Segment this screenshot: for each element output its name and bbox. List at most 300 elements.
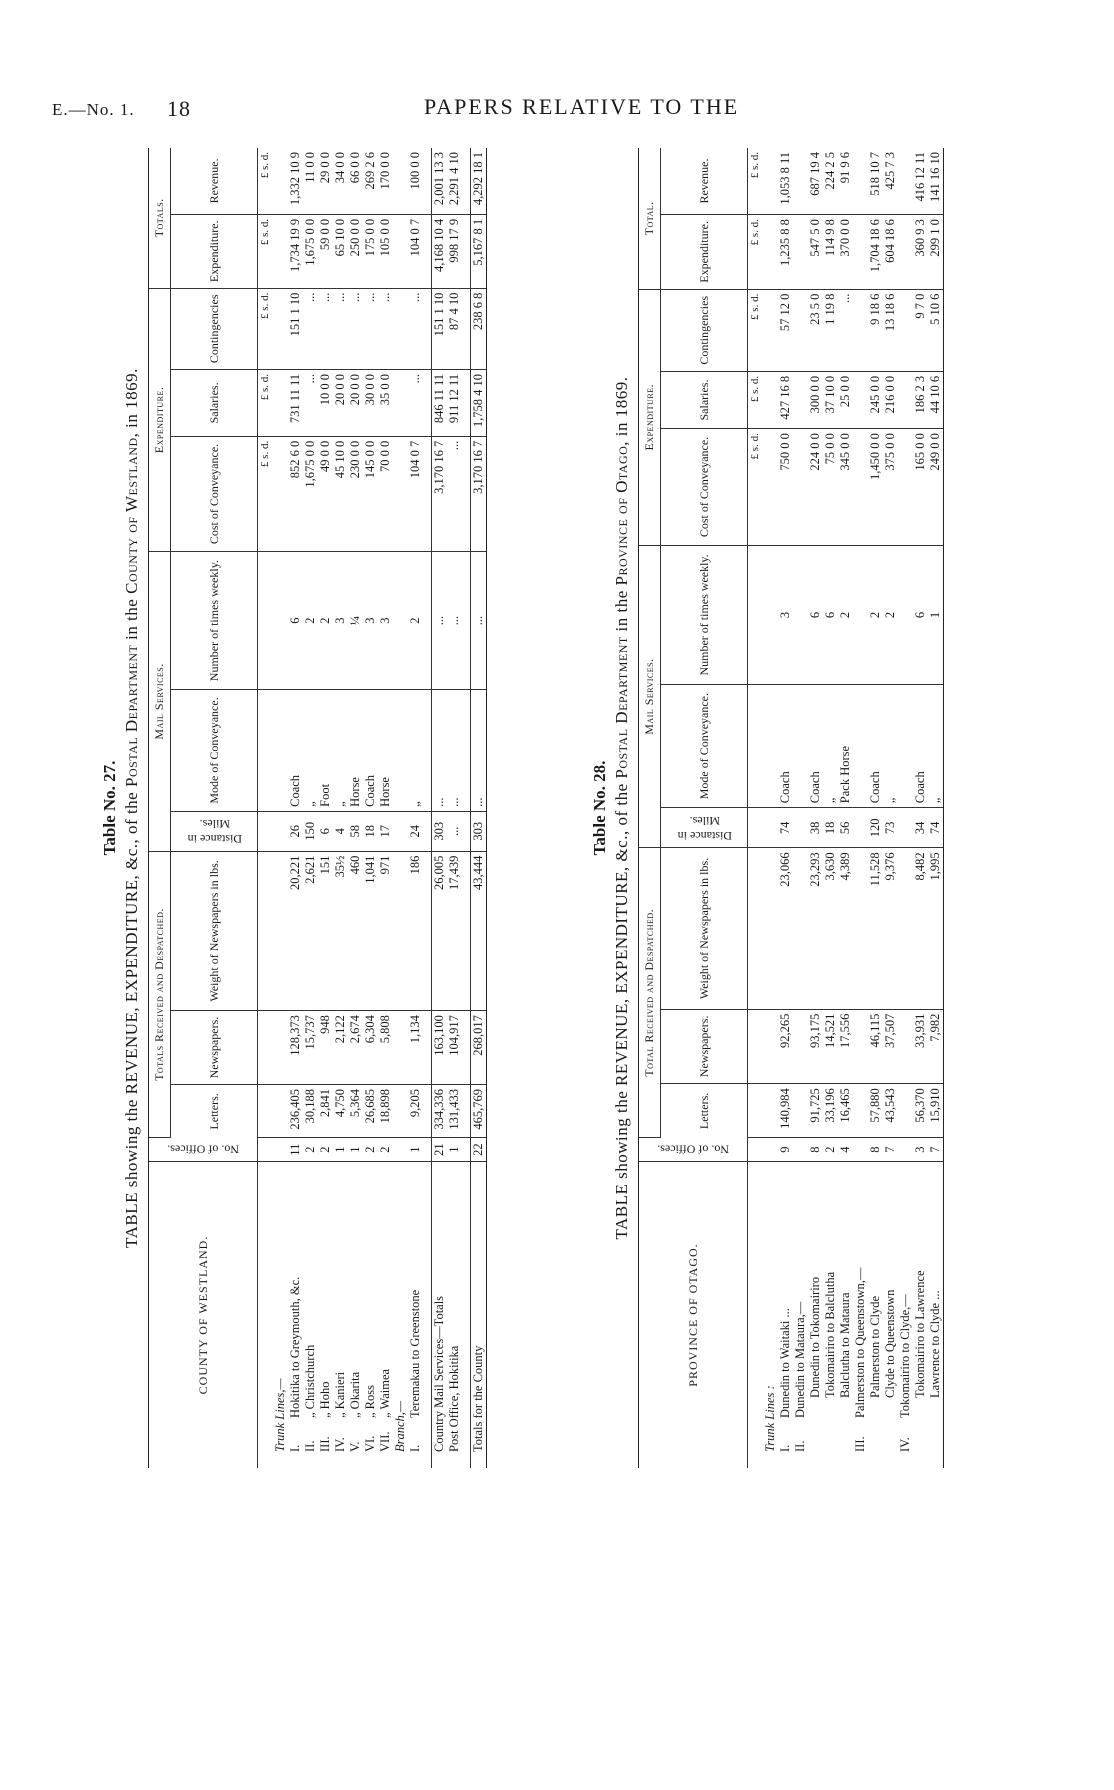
salaries-cell	[898, 371, 913, 428]
letters-cell: 15,910	[928, 1084, 944, 1138]
route-numeral: II.	[793, 1440, 807, 1452]
caption-text: TABLE showing the REVENUE, EXPENDITURE, &c., of the	[122, 791, 141, 1248]
letters-cell: 2,841	[318, 1084, 333, 1137]
revenue-cell	[793, 148, 808, 215]
unit-label: £ s. d.	[748, 289, 764, 371]
distance-cell: 74	[778, 808, 793, 848]
distance-cell: 120	[868, 808, 883, 848]
mode-cell	[853, 685, 868, 808]
letters-cell: 9,205	[408, 1084, 423, 1137]
revenue-cell: 141 16 10	[928, 148, 944, 215]
route-name: Tokomairiro to Lawrence	[913, 1270, 927, 1398]
route-name: „ Hoho	[318, 1381, 332, 1418]
route-numeral: IV.	[898, 1437, 912, 1452]
offices-cell: 7	[928, 1138, 944, 1162]
weight-header: Weight of Newspapers in lbs.	[171, 851, 258, 1011]
offices-cell: 2	[363, 1138, 378, 1162]
newspapers-cell: 104,917	[447, 1011, 462, 1085]
letters-cell	[898, 1084, 913, 1138]
route-numeral: I.	[408, 1444, 422, 1452]
table-row	[318, 148, 333, 1468]
row-label	[288, 1162, 303, 1469]
route-name: „ Ross	[363, 1385, 377, 1418]
mode-cell: ...	[471, 690, 487, 812]
weight-cell: 9,376	[883, 848, 898, 1009]
weight-cell: 3,630	[823, 848, 838, 1009]
table-28-block	[590, 148, 970, 1468]
letters-cell: 26,685	[363, 1084, 378, 1137]
letters-cell: 30,188	[303, 1084, 318, 1137]
row-label	[808, 1162, 823, 1469]
unit-label: £ s. d.	[748, 215, 764, 290]
salaries-cell: 731 11 11	[288, 370, 303, 437]
contingencies-cell: ...	[303, 288, 318, 369]
revenue-cell: 91 9 6	[838, 148, 853, 215]
row-label	[348, 1162, 363, 1469]
expenditure-cell: 114 9 8	[823, 215, 838, 290]
caption-region: County of Westland	[122, 437, 141, 594]
expenditure-cell: 105 0 0	[378, 214, 393, 288]
row-label	[838, 1162, 853, 1469]
distance-cell	[853, 808, 868, 848]
distance-cell: 303	[471, 811, 487, 851]
row-label	[447, 1162, 462, 1469]
offices-header: No. of Offices.	[639, 1138, 748, 1162]
newspapers-cell: 2,122	[333, 1011, 348, 1085]
row-label	[913, 1162, 928, 1469]
times-cell: 6	[823, 545, 838, 684]
route-name: „ Christchurch	[303, 1344, 317, 1418]
newspapers-cell: 1,134	[408, 1011, 423, 1085]
times-cell: 2	[883, 545, 898, 684]
offices-cell	[793, 1138, 808, 1162]
contingencies-cell: ...	[408, 288, 423, 369]
times-header: Number of times weekly.	[661, 545, 748, 684]
table-row	[898, 148, 913, 1468]
route-name: Dunedin to Tokomairiro	[808, 1276, 822, 1398]
route-numeral: I.	[778, 1444, 792, 1452]
distance-cell: 6	[318, 811, 333, 851]
mode-cell: Coach	[778, 685, 793, 808]
cost-cell	[853, 429, 868, 546]
weight-cell: 186	[408, 851, 423, 1011]
table-row	[303, 148, 318, 1468]
times-cell	[898, 545, 913, 684]
times-cell: 2	[868, 545, 883, 684]
contingencies-cell: 151 1 10	[288, 288, 303, 369]
totals-received-header: Totals Received and Despatched.	[149, 851, 171, 1138]
route-name: Lawrence to Clyde ...	[928, 1290, 942, 1398]
newspapers-cell: 2,674	[348, 1011, 363, 1085]
row-label	[408, 1162, 423, 1469]
route-name: „ Okarita	[348, 1371, 362, 1418]
times-cell: 3	[378, 552, 393, 690]
weight-cell: 971	[378, 851, 393, 1011]
row-label	[363, 1162, 378, 1469]
page-header	[52, 92, 1062, 132]
table-otago	[638, 148, 944, 1468]
route-numeral: V.	[348, 1441, 362, 1452]
times-cell: 2	[318, 552, 333, 690]
table-row	[868, 148, 883, 1468]
contingencies-cell	[793, 289, 808, 371]
expenditure-cell: 59 0 0	[318, 214, 333, 288]
distance-cell: 38	[808, 808, 823, 848]
cost-cell: 224 0 0	[808, 429, 823, 546]
row-label	[793, 1162, 808, 1469]
mail-services-header: Mail Services.	[639, 545, 661, 848]
caption-department: Postal Department	[612, 636, 631, 779]
totals-received-header: Total Received and Despatched.	[639, 848, 661, 1138]
weight-cell: 23,293	[808, 848, 823, 1009]
contingencies-cell: ...	[378, 288, 393, 369]
newspapers-cell: 17,556	[838, 1009, 853, 1084]
distance-cell: 58	[348, 811, 363, 851]
letters-cell: 5,364	[348, 1084, 363, 1137]
salaries-cell: 846 11 11	[432, 370, 448, 437]
letters-cell: 16,465	[838, 1084, 853, 1138]
salaries-cell	[793, 371, 808, 428]
route-name: Dunedin to Mataura,—	[793, 1301, 807, 1418]
distance-cell	[793, 808, 808, 848]
offices-cell: 1	[333, 1138, 348, 1162]
expenditure-cell: 370 0 0	[838, 215, 853, 290]
times-cell: 6	[913, 545, 928, 684]
mode-cell: „	[303, 690, 318, 812]
expenditure-cell: 4,168 10 4	[432, 214, 448, 288]
weight-cell	[898, 848, 913, 1009]
letters-cell: 334,336	[432, 1084, 448, 1137]
cost-header: Cost of Conveyance.	[171, 436, 258, 551]
caption-text: in the	[122, 598, 141, 640]
revenue-cell: 1,053 8 11	[778, 148, 793, 215]
row-label	[318, 1162, 333, 1469]
route-name: „ Waimea	[378, 1368, 392, 1418]
document-code: E.—No. 1.	[52, 100, 135, 119]
contingencies-cell	[898, 289, 913, 371]
revenue-cell	[898, 148, 913, 215]
letters-cell: 56,370	[913, 1084, 928, 1138]
expenditure-header: Expenditure.	[149, 288, 171, 552]
table-row	[333, 148, 348, 1468]
salaries-header: Salaries.	[171, 370, 258, 437]
revenue-cell: 416 12 11	[913, 148, 928, 215]
salaries-cell: 37 10 0	[823, 371, 838, 428]
row-label	[432, 1162, 448, 1469]
revenue-cell: 4,292 18 1	[471, 148, 487, 214]
expenditure-cell: 65 10 0	[333, 214, 348, 288]
mode-cell: Horse	[378, 690, 393, 812]
table-caption	[122, 148, 148, 1468]
times-cell: 3	[333, 552, 348, 690]
contingencies-cell: 9 7 0	[913, 289, 928, 371]
letters-cell: 236,405	[288, 1084, 303, 1137]
table-caption	[612, 148, 638, 1468]
mode-cell: „	[333, 690, 348, 812]
mail-services-header: Mail Services.	[149, 552, 171, 851]
contingencies-cell: 5 10 6	[928, 289, 944, 371]
expenditure-header: Expenditure.	[639, 289, 661, 545]
row-label	[823, 1162, 838, 1469]
unit-label: £ s. d.	[258, 436, 274, 551]
revenue-cell: 34 0 0	[333, 148, 348, 214]
cost-cell: ...	[447, 436, 462, 551]
distance-cell: 18	[823, 808, 838, 848]
times-cell: ...	[471, 552, 487, 690]
weight-cell: 4,389	[838, 848, 853, 1009]
route-name: Hokitika to Greymouth, &c.	[288, 1276, 302, 1418]
totals-row	[432, 148, 448, 1468]
route-name: Dunedin to Waitaki ...	[778, 1308, 792, 1418]
caption-text: , in 1869.	[122, 368, 141, 438]
region-header: COUNTY OF WESTLAND.	[149, 1162, 258, 1469]
county-total-row	[471, 148, 487, 1468]
revenue-header: Revenue.	[661, 148, 748, 215]
contingencies-cell: ...	[318, 288, 333, 369]
route-name: Post Office, Hokitika	[447, 1345, 461, 1452]
distance-cell: 56	[838, 808, 853, 848]
letters-cell: 91,725	[808, 1084, 823, 1138]
unit-label: £ s. d.	[258, 148, 274, 214]
distance-cell: 34	[913, 808, 928, 848]
letters-cell: 57,880	[868, 1084, 883, 1138]
distance-cell: 150	[303, 811, 318, 851]
salaries-cell	[853, 371, 868, 428]
salaries-cell: 20 0 0	[333, 370, 348, 437]
weight-cell: 23,066	[778, 848, 793, 1009]
cost-cell: 104 0 7	[408, 436, 423, 551]
distance-header: Distance in Miles.	[171, 811, 258, 851]
times-cell: ...	[447, 552, 462, 690]
mode-cell: „	[928, 685, 944, 808]
times-cell	[853, 545, 868, 684]
caption-text: TABLE showing the REVENUE, EXPENDITURE, &c., of the	[612, 783, 631, 1240]
revenue-cell: 100 0 0	[408, 148, 423, 214]
mode-header: Mode of Conveyance.	[661, 685, 748, 808]
distance-cell: 4	[333, 811, 348, 851]
route-name: Tokomairiro to Balclutha	[823, 1271, 837, 1398]
contingencies-cell: 13 18 6	[883, 289, 898, 371]
weight-cell	[853, 848, 868, 1009]
route-name: „ Kanieri	[333, 1371, 347, 1418]
route-numeral: VII.	[378, 1431, 392, 1452]
newspapers-cell: 128,373	[288, 1011, 303, 1085]
revenue-cell: 425 7 3	[883, 148, 898, 215]
distance-cell: 73	[883, 808, 898, 848]
newspapers-cell: 14,521	[823, 1009, 838, 1084]
mode-cell: Horse	[348, 690, 363, 812]
distance-cell: 17	[378, 811, 393, 851]
route-numeral: III.	[853, 1436, 867, 1452]
revenue-cell: 170 0 0	[378, 148, 393, 214]
contingencies-cell: ...	[348, 288, 363, 369]
unit-label: £ s. d.	[748, 148, 764, 215]
letters-cell: 465,769	[471, 1084, 487, 1137]
offices-cell: 2	[823, 1138, 838, 1162]
times-cell: 3	[778, 545, 793, 684]
unit-label: £ s. d.	[258, 214, 274, 288]
contingencies-cell: 9 18 6	[868, 289, 883, 371]
contingencies-cell: 151 1 10	[432, 288, 448, 369]
salaries-cell: 300 0 0	[808, 371, 823, 428]
table-row	[408, 148, 423, 1468]
distance-cell	[898, 808, 913, 848]
table-number: Table No. 27.	[100, 760, 119, 856]
cost-header: Cost of Conveyance.	[661, 429, 748, 546]
cost-cell: 345 0 0	[838, 429, 853, 546]
table-row	[838, 148, 853, 1468]
salaries-cell: 427 16 8	[778, 371, 793, 428]
expenditure-cell: 104 0 7	[408, 214, 423, 288]
offices-cell	[853, 1138, 868, 1162]
contingencies-cell	[853, 289, 868, 371]
cost-cell: 145 0 0	[363, 436, 378, 551]
letters-cell: 4,750	[333, 1084, 348, 1137]
offices-cell	[898, 1138, 913, 1162]
cost-cell: 75 0 0	[823, 429, 838, 546]
row-label	[928, 1162, 944, 1469]
offices-cell: 3	[913, 1138, 928, 1162]
salaries-cell: ...	[408, 370, 423, 437]
weight-cell: 1,995	[928, 848, 944, 1009]
times-cell: 3	[363, 552, 378, 690]
page-number: 18	[167, 96, 191, 121]
unit-label: £ s. d.	[748, 371, 764, 428]
times-header: Number of times weekly.	[171, 552, 258, 690]
expenditure-cell: 5,167 8 1	[471, 214, 487, 288]
newspapers-cell	[853, 1009, 868, 1084]
revenue-cell: 1,332 10 9	[288, 148, 303, 214]
cost-cell: 230 0 0	[348, 436, 363, 551]
revenue-cell: 2,001 13 3	[432, 148, 448, 214]
unit-label: £ s. d.	[748, 429, 764, 546]
times-cell: 6	[288, 552, 303, 690]
weight-cell: 8,482	[913, 848, 928, 1009]
contingencies-cell: ...	[838, 289, 853, 371]
mode-cell: ...	[432, 690, 448, 812]
route-name: Palmerston to Queenstown,—	[853, 1267, 867, 1418]
total-expenditure-header: Expenditure.	[171, 214, 258, 288]
cost-cell: 165 0 0	[913, 429, 928, 546]
caption-department: Postal Department	[122, 644, 141, 788]
mode-cell: Coach	[363, 690, 378, 812]
row-label	[778, 1162, 793, 1469]
unit-label: £ s. d.	[258, 288, 274, 369]
salaries-cell: 35 0 0	[378, 370, 393, 437]
table-row	[288, 148, 303, 1468]
row-label	[303, 1162, 318, 1469]
row-label	[853, 1162, 868, 1469]
table-row	[808, 148, 823, 1468]
contingencies-cell: 87 4 10	[447, 288, 462, 369]
revenue-cell: 269 2 6	[363, 148, 378, 214]
caption-text: , in 1869.	[612, 376, 631, 446]
revenue-cell: 29 0 0	[318, 148, 333, 214]
newspapers-cell: 6,304	[363, 1011, 378, 1085]
offices-cell: 1	[348, 1138, 363, 1162]
mode-cell: ...	[447, 690, 462, 812]
section-label-branch: Branch,—	[393, 1400, 407, 1452]
newspapers-cell: 7,982	[928, 1009, 944, 1084]
offices-cell: 2	[378, 1138, 393, 1162]
contingencies-cell: ...	[363, 288, 378, 369]
table-row	[378, 148, 393, 1468]
contingencies-cell: 23 5 0	[808, 289, 823, 371]
cost-cell: 70 0 0	[378, 436, 393, 551]
expenditure-cell: 250 0 0	[348, 214, 363, 288]
weight-cell: 1,041	[363, 851, 378, 1011]
cost-cell: 49 0 0	[318, 436, 333, 551]
route-name: Clyde to Queenstown	[883, 1289, 897, 1398]
letters-cell: 131,433	[447, 1084, 462, 1137]
weight-cell: 151	[318, 851, 333, 1011]
expenditure-cell	[793, 215, 808, 290]
cost-cell	[898, 429, 913, 546]
table-row	[823, 148, 838, 1468]
newspapers-cell: 268,017	[471, 1011, 487, 1085]
mode-header: Mode of Conveyance.	[171, 690, 258, 812]
spacer-row	[462, 148, 471, 1468]
offices-cell: 2	[303, 1138, 318, 1162]
letters-cell	[853, 1084, 868, 1138]
spacer-row	[423, 148, 432, 1468]
weight-cell: 35½	[333, 851, 348, 1011]
revenue-cell	[853, 148, 868, 215]
weight-cell: 2,621	[303, 851, 318, 1011]
revenue-cell: 518 10 7	[868, 148, 883, 215]
weight-cell: 11,528	[868, 848, 883, 1009]
letters-cell: 33,196	[823, 1084, 838, 1138]
table-27-block	[100, 148, 570, 1468]
expenditure-cell: 1,704 18 6	[868, 215, 883, 290]
total-expenditure-header: Expenditure.	[661, 215, 748, 290]
route-name: Teremakau to Greenstone	[408, 1289, 422, 1418]
revenue-cell: 11 0 0	[303, 148, 318, 214]
mode-cell: Coach	[288, 690, 303, 812]
expenditure-cell: 547 5 0	[808, 215, 823, 290]
row-label	[471, 1162, 487, 1469]
weight-cell: 26,005	[432, 851, 448, 1011]
table-row	[348, 148, 363, 1468]
weight-cell	[793, 848, 808, 1009]
contingencies-cell: ...	[333, 288, 348, 369]
distance-cell: 18	[363, 811, 378, 851]
salaries-cell: 245 0 0	[868, 371, 883, 428]
cost-cell: 45 10 0	[333, 436, 348, 551]
offices-cell: 7	[883, 1138, 898, 1162]
section-row	[763, 148, 778, 1468]
expenditure-cell	[898, 215, 913, 290]
contingencies-cell: 57 12 0	[778, 289, 793, 371]
letters-cell: 140,984	[778, 1084, 793, 1138]
cost-cell: 249 0 0	[928, 429, 944, 546]
row-label	[898, 1162, 913, 1469]
expenditure-cell: 604 18 6	[883, 215, 898, 290]
cost-cell: 1,450 0 0	[868, 429, 883, 546]
newspapers-header: Newspapers.	[661, 1009, 748, 1084]
mode-cell	[898, 685, 913, 808]
contingencies-header: Contingencies	[661, 289, 748, 371]
salaries-cell: 186 2 3	[913, 371, 928, 428]
mode-cell: Coach	[808, 685, 823, 808]
offices-cell: 4	[838, 1138, 853, 1162]
table-row	[883, 148, 898, 1468]
newspapers-cell: 948	[318, 1011, 333, 1085]
letters-cell: 18,898	[378, 1084, 393, 1137]
totals-header: Total.	[639, 148, 661, 289]
newspapers-cell: 46,115	[868, 1009, 883, 1084]
row-label	[378, 1162, 393, 1469]
